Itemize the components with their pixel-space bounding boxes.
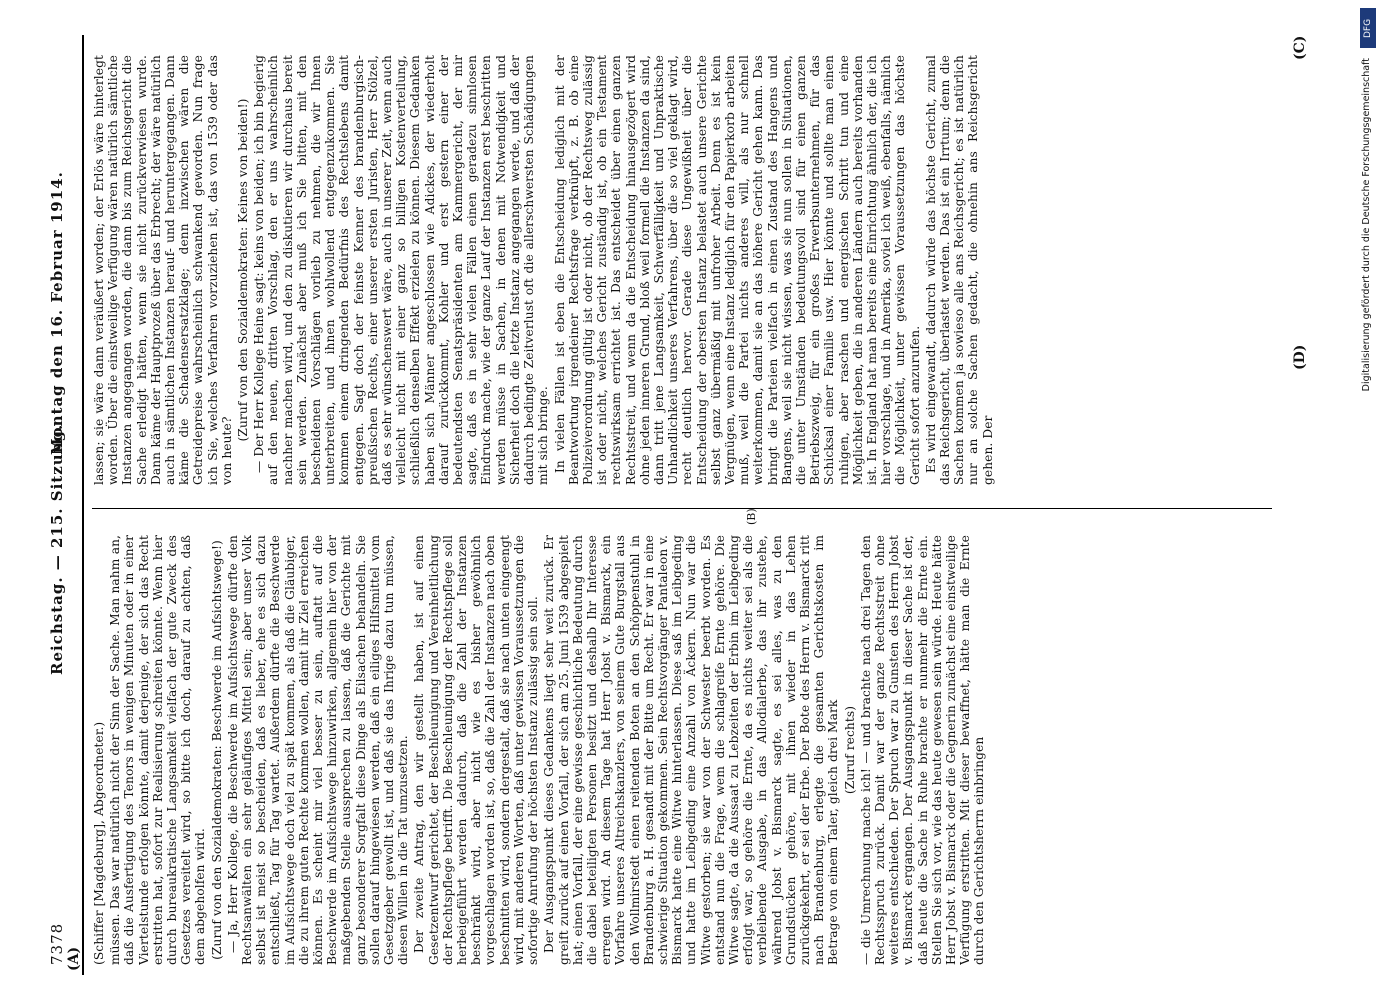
column-divider — [92, 508, 1272, 509]
interjection: (Zuruf von den Sozialdemokraten: Beschwerde im Aufsichtswege!) — [209, 540, 224, 960]
right-column — [92, 55, 1292, 485]
paragraph: — die Umrechnung mache ich! — und brachte nach drei Tagen den Rechtsspruch zurück. Damit war der ganze Rechtsstreit ohne weiteres entschieden. Der Spruch war zu Gunsten des Herrn Jobst v. Bismarck ergangen. Der Ausgangspunkt in dieser Sache ist der, daß heute die Sache in Ruhe brachte er nunmehr die Ernte ein. Stellen Sie sich vor, wie das heute gewesen sein würde. Heute hätte Herr Jobst v. Bismarck oder die Gegnerin zunächst eine einstweilige Verfügung erstritten. Mit dieser bewaffnet, hätte man die Ernte durch den Gerichtsherrn einbringen — [858, 535, 987, 965]
interjection: (Zuruf von den Sozialdemokraten: Keines von beiden!) — [236, 98, 251, 442]
margin-mark-a: (A) — [66, 946, 82, 971]
digitization-credit: Digitalisierung gefördert durch die Deutsche Forschungsgemeinschaft — [1361, 58, 1372, 392]
paragraph: lassen; sie wäre dann veräußert worden; der Erlös wäre hinterlegt worden. Über die einstweilige Verfügung wären natürlich sämtliche Instanzen angegangen worden, die dann bis zum Reichsgericht die Sache erledigt hätten, wenn sie nicht zurückverwiesen wurde. Dann käme der Hauptprozeß über das Erbrecht; der wäre natürlich auch in sämtlichen Instanzen herauf- und heruntergegangen. Dann käme die Schadensersatzklage; denn inzwischen wären die Getreidepreise wahrscheinlich schwankend geworden. Nun frage ich Sie, welches Verfahren vorzuziehen ist, das von 1539 oder das von heute? — [92, 55, 234, 485]
paragraph: Es wird eingewandt, dadurch würde das höchste Gericht, zumal das Reichsgericht, überlastet werden. Das ist ein Irrtum; denn die Sachen kommen ja sowieso alle ans Reichsgericht; es ist natürlich nur an solche Sachen gedacht, die ohnehin ans Reichsgericht gehen. Der — [923, 55, 995, 485]
paragraph: Der Ausgangspunkt dieses Gedankens liegt sehr weit zurück. Er greift zurück auf einen Vorfall, der sich am 25. Juni 1539 abgespielt hat; einen Vorfall, der eine gewisse geschichtliche Bedeutung durch die dabei beteiligten Personen besitzt und deshalb Ihr Interesse erregen wird. An diesem Tage hat Herr Jobst v. Bismarck, ein Vorfahre unseres Altreichskanzlers, von seinem Gute Burgstall aus den Wollmirstedt einen reitenden Boten an den Schöppenstuhl in Brandenburg a. H. gesandt mit der Bitte um Recht. Er war in eine schwierige Situation gekommen. Sein Rechtsvorgänger Pantaleon v. Bismarck hatte eine Witwe hinterlassen. Diese saß im Leibgeding und hatte im Leibgeding eine Anzahl von Äckern. Nun war die Witwe gestorben; sie war von der Schwester beerbt worden. Es entstand nun die Frage, wem die schlagreife Ernte gehöre. Die Witwe sagte, da die Aussaat zu Lebzeiten der Erbin im Leibgeding erfolgt war, so gehöre die Ernte, da es nichts weiter sei als die verbleibende Ausgabe, in das Allodialerbe, das ihr zustehe, während Jobst v. Bismarck sagte, es sei alles, was zu den Grundstücken gehöre, mit ihnen wieder in das Lehen zurückgekehrt, er sei der Erbe. Der Bote des Herrn v. Bismarck ritt nach Brandenburg, erlegte die gesamten Gerichtskosten im Betrage von einem Taler, gleich drei Mark — [542, 535, 841, 965]
page-header — [30, 35, 90, 975]
margin-mark-c: (C) — [1292, 35, 1308, 60]
speaker-line: (Schiffer [Magdeburg], Abgeordneter.) — [92, 721, 106, 965]
margin-mark-d: (D) — [1292, 344, 1308, 370]
header-rule — [82, 35, 84, 975]
interjection: (Zuruf rechts) — [842, 705, 857, 795]
paragraph: müssen. Das war natürlich nicht der Sinn der Sache. Man nahm an, daß die Ausfertigung des Tenors in wenigen Minuten oder in einer Viertelstunde erfolgen könnte, damit derjenige, der sich das Recht erstritten hat, sofort zur Realisierung schreiten könnte. Wenn hier durch bureaukratische Langsamkeit vielfach der gute Zweck des Gesetzes vereitelt wird, so bitte ich doch, darauf zu achten, daß dem abgeholfen wird. — [108, 535, 208, 965]
paragraph: — Der Herr Kollege Heine sagt: keins von beiden; ich bin begierig auf den neuen, dritten Vorschlag, den er uns wahrscheinlich nachher machen wird, und den zu diskutieren wir durchaus bereit sein werden. Zunächst aber muß ich Sie bitten, mit den bescheidenen Vorschlägen vorlieb zu nehmen, die wir Ihnen unterbreiten, und ihnen wohlwollend entgegenzukommen. Sie kommen einem dringenden Bedürfnis des Rechtslebens damit entgegen. Sagt doch der feinste Kenner des brandenburgisch-preußischen Rechts, einer unserer ersten Juristen, Herr Stölzel, daß es sehr wünschenswert wäre, auch in unserer Zeit, wenn auch vielleicht nicht mit einer ganz so billigen Kostenverteilung, schließlich denselben Effekt erzielen zu können. Diesem Gedanken haben sich Männer angeschlossen wie Adickes, der wiederholt darauf zurückkommt, Kohler und erst gestern einer der bedeutendsten Senatspräsidenten am Kammergericht, der mir sagte, daß es in sehr vielen Fällen einen geradezu sinnlosen Eindruck mache, wie der ganze Lauf der Instanzen erst beschritten werden müsse in Sachen, in denen mit Notwendigkeit und Sicherheit doch die letzte Instanz angegangen werde, und daß der dadurch bedingte Zeitverlust oft die allerschwersten Schädigungen mit sich bringe. — [252, 55, 551, 485]
page-number: 7378 — [48, 922, 66, 965]
paragraph: — Ja, Herr Kollege, die Beschwerde im Aufsichtswege dürfte den Rechtsanwälten ein sehr geläufiges Mittel sein; aber unser Volk selbst ist meist so bescheiden, daß es lieber, ehe es sich dazu entschließt, Tag für Tag wartet. Außerdem dürfte die Beschwerde im Aufsichtswege doch viel zu spät kommen, als daß die Gläubiger, die zu ihrem guten Rechte kommen wollen, damit ihr Ziel erreichen können. Es scheint mir viel besser zu sein, auftatt auf die Beschwerde im Aufsichtswege hinzuwirken, allgemein hier von der maßgebenden Stelle aussprechen zu lassen, daß die Gerichte mit ganz besonderer Sorgfalt diese Dinge als Eilsachen behandeln. Sie sollen darauf hingewiesen werden, daß ein eiliges Hilfsmittel vom Gesetzgeber gewollt ist, und daß sie das Ihrige dazu tun müssen, diesen Willen in die Tat umzusetzen. — [225, 535, 411, 965]
left-column — [92, 535, 1292, 965]
running-title: Reichstag. — 215. Sitzung. — [48, 423, 66, 675]
paragraph: Der zweite Antrag, den wir gestellt haben, ist auf einen Gesetzentwurf gerichtet, der Beschleunigung und Vereinheitlichung der Rechtspflege betrifft. Die Beschleunigung der Rechtspflege soll herbeigeführt werden dadurch, daß die Zahl der Instanzen beschränkt wird, aber nicht wie es bisher gewöhnlich vorgeschlagen worden ist, so, daß die Zahl der Instanzen nach oben beschnitten wird, sondern dergestalt, daß sie nach unten eingeengt wird, mit anderen Worten, daß unter gewissen Voraussetzungen die sofortige Anrufung der höchsten Instanz zulässig sein soll. — [412, 535, 541, 965]
paragraph: In vielen Fällen ist eben die Entscheidung lediglich mit der Beantwortung irgendeiner Rechtsfrage verknüpft, z. B. ob eine Polizeiverordnung gültig ist oder nicht, ob der Rechtsweg zulässig ist oder nicht, welches Gericht zuständig ist, ob ein Testament rechtswirksam errichtet ist. Das entscheidet über einen ganzen Rechtsstreit, und wenn da die Entscheidung hinausgezögert wird ohne jeden inneren Grund, bloß weil formell die Instanzen da sind, dann tritt jene Langsamkeit, Schwerfälligkeit und Unpraktische Unhandlichkeit unseres Verfahrens, über die so viel geklagt wird, recht deutlich hervor. Gerade diese Ungewißheit über die Entscheidung der obersten Instanz belastet auch unsere Gerichte selbst ganz übermäßig mit unfroher Arbeit. Denn es ist kein Vergnügen, wenn eine Instanz lediglich für den Papierkorb arbeiten muß, weil die Partei nichts anderes will, als nur schnell weiterkommen, damit sie an das höhere Gericht gehen kann. Das bringt die Parteien vielfach in einen Zustand des Hangens und Bangens, weil sie nicht wissen, was sie nun sollen in Situationen, die unter Umständen bedeutungsvoll sind für einen ganzen Betriebszweig, für ein großes Erwerbsunternehmen, für das Schicksal einer Familie usw. Hier könnte und sollte man einen ruhigen, aber raschen und energischen Schritt tun und eine Möglichkeit geben, die in anderen Ländern auch bereits vorhanden ist. In England hat man bereits eine Einrichtung ähnlich der, die ich hier vorschlage, und in Amerika, soviel ich weiß, ebenfalls, nämlich die Möglichkeit, unter gewissen Voraussetzungen das höchste Gericht sofort anzurufen. — [552, 55, 922, 485]
margin-mark-b: (B) — [745, 508, 758, 525]
newspaper-page — [30, 35, 1330, 975]
session-date: Montag den 16. Februar 1914. — [48, 171, 66, 455]
digitization-sidebar — [1358, 8, 1378, 608]
dfg-logo: DFG — [1360, 8, 1376, 48]
